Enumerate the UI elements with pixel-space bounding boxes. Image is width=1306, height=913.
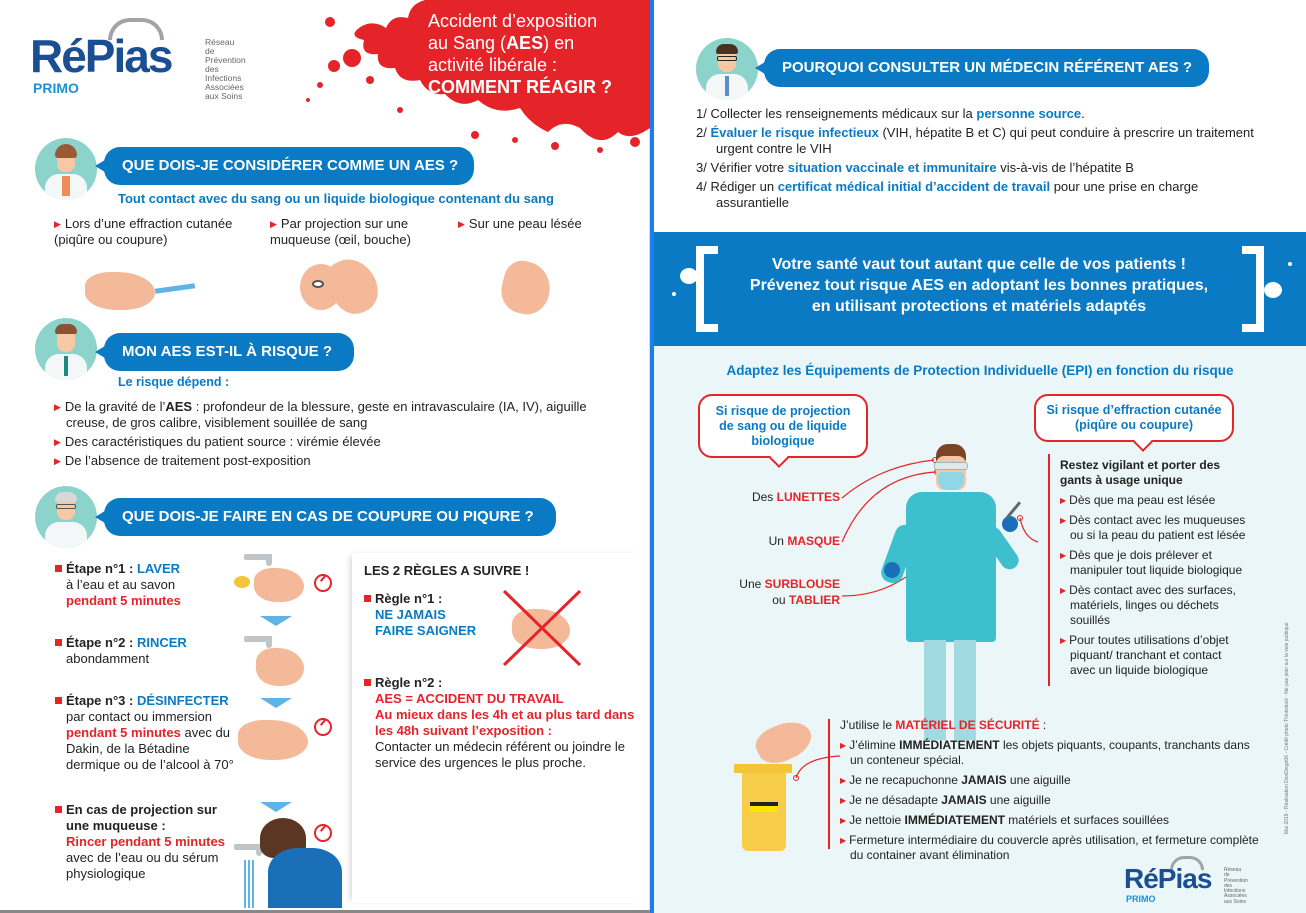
healthcare-worker-ppe-illustration bbox=[884, 444, 1034, 749]
goggles-icon bbox=[934, 462, 968, 470]
section-heading-what-is-aes: QUE DOIS-JE CONSIDÉRER COMME UN AES ? bbox=[104, 147, 474, 185]
section2-subtitle: Le risque dépend : bbox=[118, 375, 230, 389]
left-bracket-icon bbox=[696, 246, 718, 332]
arrow-down-icon bbox=[260, 616, 292, 626]
poster-title: Accident d’exposition au Sang (AES) en activité libérale : COMMENT RÉAGIR ? bbox=[428, 11, 612, 97]
repias-footer-logo: RéPias PRIMO Réseau de Prévention des Infections Associées aux Soins bbox=[1124, 856, 1224, 906]
timer-icon bbox=[314, 718, 332, 736]
cutaneous-risk-callout: Si risque d’effraction cutanée (piqûre ou coupure) bbox=[1034, 394, 1234, 442]
male-doctor-avatar-icon bbox=[35, 318, 97, 380]
case-projection: ▶ Par projection sur une muqueuse (œil, bouche) bbox=[270, 216, 440, 248]
hand-syringe-illustration-icon bbox=[85, 262, 205, 312]
arrow-down-icon bbox=[260, 698, 292, 708]
logo-tagline: Réseau de Prévention des Infections Associées aux Soins bbox=[205, 37, 246, 101]
hand-eye-illustration-icon bbox=[300, 258, 380, 316]
rule-2: Règle n°2 : AES = ACCIDENT DU TRAVAIL Au mieux dans les 4h et au plus tard dans les 48h suivant l’exposition : Contacter un médecin référent ou joindre le service des urgences le plus proche. bbox=[364, 675, 642, 771]
mask-icon bbox=[938, 472, 964, 490]
gown-icon bbox=[906, 492, 996, 642]
rule-1: Règle n°1 : NE JAMAIS FAIRE SAIGNER bbox=[364, 591, 504, 639]
risk-item: ▶ Des caractéristiques du patient source : virémie élevée bbox=[54, 434, 594, 450]
safety-item: ▶ Fermeture intermédiaire du couvercle après utilisation, et fermeture complète du container avant élimination bbox=[840, 833, 1260, 863]
paint-splat-icon bbox=[1264, 282, 1282, 298]
consult-reasons-list bbox=[696, 106, 1256, 214]
disinfecting-hands-icon bbox=[238, 720, 308, 760]
timer-icon bbox=[314, 574, 332, 592]
ppe-gown-label: Une SURBLOUSE ou TABLIER bbox=[739, 577, 840, 607]
glove-icon bbox=[884, 562, 900, 578]
washing-hands-icon bbox=[254, 568, 304, 602]
gloves-item: ▶ Dès contact avec des surfaces, matériels, linges ou déchets souillés bbox=[1060, 583, 1250, 628]
section-heading-risk: MON AES EST-IL À RISQUE ? bbox=[104, 333, 354, 371]
banner-text: Votre santé vaut tout autant que celle de vos patients ! Prévenez tout risque AES en adoptant les bonnes pratiques, en utilisant protections et matériels adaptés bbox=[749, 256, 1209, 315]
risk-item: ▶ De la gravité de l’AES : profondeur de la blessure, geste en intravasculaire (IA, IV), aiguille creuse, de gros calibre, visiblement souillée de sang bbox=[54, 399, 594, 431]
hand-washing-steps-illustration bbox=[232, 548, 342, 908]
safety-equipment-list: J’utilise le MATÉRIEL DE SÉCURITÉ : ▶ J’élimine IMMÉDIATEMENT les objets piquants, coupants, tranchants dans un conteneur spécial. ▶ Je ne recapuchonne JAMAIS une aiguille ▶ Je ne désadapte JAMAIS une aiguille ▶ Je nettoie IMMÉDIATEMENT matériels et surfaces souillées ▶ Fermeture intermédiaire du couvercle après utilisation, et fermeture complète du container avant élimination bbox=[840, 718, 1260, 863]
doctor-glasses-avatar-icon bbox=[696, 38, 758, 100]
ppe-glasses-label: Des LUNETTES bbox=[751, 490, 840, 504]
reason-item: 3/ Vérifier votre situation vaccinale et immunitaire vis-à-vis de l’hépatite B bbox=[696, 160, 1134, 175]
arrow-down-icon bbox=[260, 802, 292, 812]
senior-doctor-avatar-icon bbox=[35, 486, 97, 548]
left-page bbox=[0, 0, 650, 913]
epi-section bbox=[654, 346, 1306, 913]
gloves-item: ▶ Dès contact avec les muqueuses ou si la peau du patient est lésée bbox=[1060, 513, 1250, 543]
section-heading-why-consult: POURQUOI CONSULTER UN MÉDECIN RÉFÉRENT AES ? bbox=[764, 49, 1209, 87]
reason-item: 4/ Rédiger un certificat médical initial d’accident de travail pour une prise en charge assurantielle bbox=[696, 179, 1199, 210]
water-spray-icon bbox=[244, 860, 256, 908]
case-effraction: ▶ Lors d’une effraction cutanée (piqûre ou coupure) bbox=[54, 216, 254, 248]
faucet-icon bbox=[244, 636, 270, 642]
step-2: Étape n°2 : RINCER abondamment bbox=[55, 635, 235, 667]
soap-icon bbox=[234, 576, 250, 588]
safety-item: ▶ Je ne recapuchonne JAMAIS une aiguille bbox=[840, 773, 1260, 788]
repias-logo bbox=[30, 18, 246, 101]
gloves-item: ▶ Dès que ma peau est lésée bbox=[1060, 493, 1250, 508]
logo-brand: RéPias bbox=[30, 30, 172, 82]
damaged-hand-illustration-icon bbox=[498, 258, 558, 316]
prevention-banner bbox=[654, 232, 1306, 346]
step-3: Étape n°3 : DÉSINFECTER par contact ou immersion pendant 5 minutes avec du Dakin, de la Bétadine dermique ou de l’alcool à 70° bbox=[55, 693, 240, 773]
right-bracket-icon bbox=[1242, 246, 1264, 332]
logo-primo: PRIMO bbox=[33, 80, 79, 96]
step-1: Étape n°1 : LAVER à l’eau et au savon pendant 5 minutes bbox=[55, 561, 235, 609]
rules-panel bbox=[352, 553, 642, 903]
sharps-container-icon bbox=[742, 773, 786, 851]
photo-credit: Mai 2019 - Réalisation DonDiego06 - Crédit photo Thinkstock - Ne pas jeter sur la voie publique bbox=[1284, 622, 1290, 834]
epi-title: Adaptez les Équipements de Protection Individuelle (EPI) en fonction du risque bbox=[726, 363, 1234, 378]
section1-subtitle: Tout contact avec du sang ou un liquide biologique contenant du sang bbox=[118, 191, 554, 206]
gloves-list: Restez vigilant et porter des gants à usage unique ▶ Dès que ma peau est lésée ▶ Dès contact avec les muqueuses ou si la peau du patient est lésée ▶ Dès que je dois prélever et manipuler tout liquide biologique ▶ Dès contact avec des surfaces, matériels, linges ou déchets souillés ▶ Pour toutes utilisations d’objet piquant/ tranchant et contact avec un liquide biologique bbox=[1060, 458, 1250, 678]
safety-item: ▶ J’élimine IMMÉDIATEMENT les objets piquants, coupants, tranchants dans un conteneur spécial. bbox=[840, 738, 1260, 768]
glove-icon bbox=[1002, 516, 1018, 532]
gloves-item: ▶ Dès que je dois prélever et manipuler tout liquide biologique bbox=[1060, 548, 1250, 578]
reason-item: 2/ Évaluer le risque infectieux (VIH, hépatite B et C) qui peut conduire à prescrire un traitement urgent contre le VIH bbox=[696, 125, 1254, 156]
rules-title: LES 2 RÈGLES A SUIVRE ! bbox=[364, 563, 530, 578]
section-heading-what-to-do: QUE DOIS-JE FAIRE EN CAS DE COUPURE OU PIQURE ? bbox=[104, 498, 556, 536]
rinsing-hands-icon bbox=[256, 648, 304, 686]
female-doctor-avatar-icon bbox=[35, 138, 97, 200]
faucet-icon bbox=[244, 554, 270, 560]
ppe-mask-label: Un MASQUE bbox=[768, 534, 840, 548]
reason-item: 1/ Collecter les renseignements médicaux sur la personne source. bbox=[696, 106, 1085, 121]
faucet-icon bbox=[234, 844, 260, 850]
gloves-item: ▶ Pour toutes utilisations d’objet piquant/ tranchant et contact avec un liquide biologique bbox=[1060, 633, 1250, 678]
timer-icon bbox=[314, 824, 332, 842]
step-mucosa: En cas de projection sur une muqueuse : Rincer pendant 5 minutes avec de l’eau ou du sérum physiologique bbox=[55, 802, 235, 882]
right-page bbox=[654, 0, 1306, 913]
safety-item: ▶ Je nettoie IMMÉDIATEMENT matériels et surfaces souillées bbox=[840, 813, 1260, 828]
safety-item: ▶ Je ne désadapte JAMAIS une aiguille bbox=[840, 793, 1260, 808]
no-bleeding-crossed-icon bbox=[502, 589, 582, 667]
container-lid-icon bbox=[734, 764, 792, 773]
risk-item: ▶ De l’absence de traitement post-exposition bbox=[54, 453, 594, 469]
case-damaged-skin: ▶ Sur une peau lésée bbox=[458, 216, 628, 232]
projection-risk-callout: Si risque de projection de sang ou de liquide biologique bbox=[698, 394, 868, 458]
risk-list bbox=[54, 399, 594, 469]
